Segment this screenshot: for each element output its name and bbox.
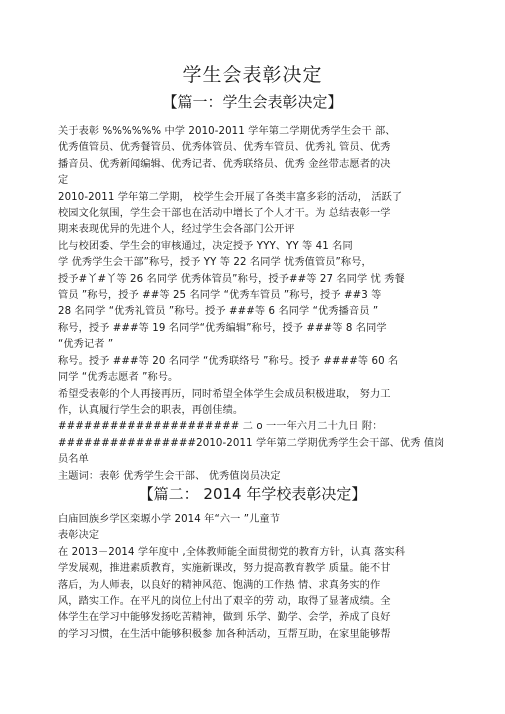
text-line: 称号。授予 ###等 20 名同学 “优秀联络号 ”称号。授予 ####等 60 名	[58, 355, 399, 367]
document-title: 学生会表彰决定	[182, 64, 323, 86]
text-line: 管员 ”称号，授予 ##等 25 名同学 “优秀车管员 ”称号，授予 ##3 等	[58, 290, 382, 302]
text-line: 期来表现优异的先进个人，经过学生会各部门公开评	[58, 224, 295, 236]
text-line: 学发展观，推进素质教育，实施新课改，努力提高教育教学 质量。能不甘	[58, 563, 391, 575]
text-line: “优秀记者 ”	[58, 339, 114, 351]
text-line: 希望受表彰的个人再接再历，同时希望全体学生会成员积极进取， 努力工	[58, 388, 391, 400]
text-line: 关于表彰 %%%%%% 中学 2010-2011 学年第二学期优秀学生会干 部、	[58, 126, 396, 137]
text-line: 员名单	[58, 454, 89, 466]
section-2-heading: 【篇二： 2014 年学校表彰决定】	[138, 485, 367, 503]
text-line: 的学习习惯，在生活中能够积极参 加各种活动，互帮互助，在家里能够帮	[58, 628, 391, 640]
section-1-heading: 【篇一：学生会表彰决定】	[162, 93, 343, 111]
section-1-body	[58, 124, 444, 485]
text-line: 风，踏实工作。在平凡的岗位上付出了艰辛的劳 动，取得了显著成绩。全	[58, 596, 391, 608]
text-line: 定	[58, 175, 69, 187]
text-line: 同学 “优秀志愿者 ”称号。	[58, 372, 179, 384]
text-line: 主题词：表彰 优秀学生会干部、 优秀值岗员决定	[58, 470, 281, 482]
section-2-body	[58, 512, 444, 643]
text-line: ##################### 二 o 一一年六月二十九日 附：	[58, 421, 383, 433]
text-line: 体学生在学习中能够发扬吃苦精神，做到 乐学、勤学、会学，养成了良好	[58, 612, 391, 624]
text-line: 称号，授予 ###等 19 名同学“优秀编辑”称号，授予 ###等 8 名同学	[58, 322, 387, 334]
text-line: 白庙回族乡学区栾塬小学 2014 年“六一 ”儿童节	[58, 514, 280, 525]
text-line: 在 2013－2014 学年度中 ,全体教师能全面贯彻党的教育方针，认真 落实科	[58, 546, 406, 558]
text-line: 比与校团委、学生会的审核通过，决定授予 YYY、YY 等 41 名同	[58, 240, 353, 252]
text-line: 授予#丫#丫等 26 名同学 优秀体管员”称号，授予##等 27 名同学 忧 秀餐	[58, 273, 405, 285]
text-line: 作，认真履行学生会的职表，再创佳绩。	[58, 404, 244, 416]
text-line: 校园文化氛围，学生会干部也在活动中增长了个人才干。为 总结表彰一学	[58, 208, 391, 220]
text-line: 28 名同学 “优秀礼管员 ”称号。授予 ###等 6 名同学 “优秀播音员 ”	[58, 306, 379, 318]
text-line: 播音员、优秀新闻编辑、优秀记者、优秀联络员、优秀 金丝带志愿者的决	[58, 158, 391, 170]
text-line: ################2010-2011 学年第二学期优秀学生会干部、优秀 值岗	[58, 437, 444, 449]
text-line: 学 优秀学生会干部”称号，授予 YY 等 22 名同学 忧秀值管员”称号，	[58, 257, 372, 269]
text-line: 2010-2011 学年第二学期， 校学生会开展了各类丰富多彩的活动， 活跃了	[58, 191, 403, 203]
text-line: 落后，为人师表，以良好的精神风范、饱满的工作热 情、求真务实的作	[58, 579, 381, 591]
text-line: 优秀值管员、优秀餐管员、优秀体管员、优秀车管员、优秀礼 管员、优秀	[58, 142, 391, 154]
text-line: 表彰决定	[58, 530, 100, 542]
